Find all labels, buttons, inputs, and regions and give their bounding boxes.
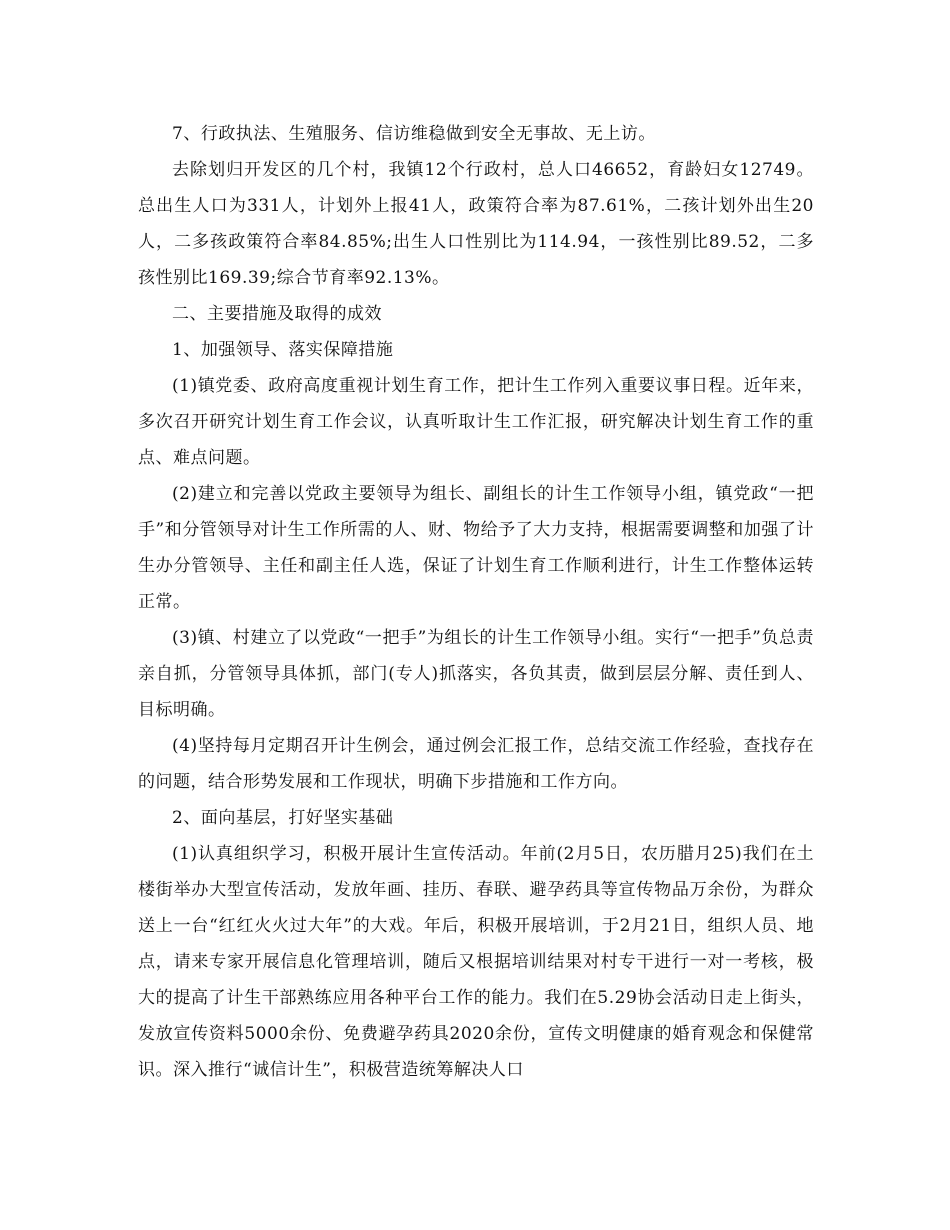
paragraph-leadership-1: (1)镇党委、政府高度重视计划生育工作，把计生工作列入重要议事日程。近年来，多次召开研究计划生育工作会议，认真听取计生工作汇报，研究解决计划生育工作的重点、难点问题。	[138, 376, 814, 468]
subsection-heading-grassroots: 2、面向基层，打好坚实基础	[172, 808, 394, 828]
paragraph-leadership-2: (2)建立和完善以党政主要领导为组长、副组长的计生工作领导小组，镇党政“一把手”和分管领导对计生工作所需的人、财、物给予了大力支持，根据需要调整和加强了计生办分管领导、主任和副主任人选，保证了计划生育工作顺利进行，计生工作整体运转正常。	[138, 484, 814, 612]
section-heading-measures: 二、主要措施及取得的成效	[172, 304, 382, 324]
subsection-heading-leadership: 1、加强领导、落实保障措施	[172, 340, 394, 360]
paragraph-leadership-4: (4)坚持每月定期召开计生例会，通过例会汇报工作，总结交流工作经验，查找存在的问题，结合形势发展和工作现状，明确下步措施和工作方向。	[138, 736, 814, 792]
paragraph-leadership-3: (3)镇、村建立了以党政“一把手”为组长的计生工作领导小组。实行“一把手”负总责亲自抓，分管领导具体抓，部门(专人)抓落实，各负其责，做到层层分解、责任到人、目标明确。	[138, 628, 814, 720]
paragraph-grassroots-1: (1)认真组织学习，积极开展计生宣传活动。年前(2月5日，农历腊月25)我们在土楼街举办大型宣传活动，发放年画、挂历、春联、避孕药具等宣传物品万余份，为群众送上一台“红红火火过大年”的大戏。年后，积极开展培训，于2月21日，组织人员、地点，请来专家开展信息化管理培训，随后又根据培训结果对村专干进行一对一考核，极大的提高了计生干部熟练应用各种平台工作的能力。我们在5.29协会活动日走上街头，发放宣传资料5000余份、免费避孕药具2020余份，宣传文明健康的婚育观念和保健常识。深入推行“诚信计生”，积极营造统筹解决人口	[138, 844, 814, 1080]
document-body	[138, 116, 814, 1088]
paragraph-population-stats: 去除划归开发区的几个村，我镇12个行政村，总人口46652，育龄妇女12749。总出生人口为331人，计划外上报41人，政策符合率为87.61%，二孩计划外出生20人，二多孩政策符合率84.85%;出生人口性别比为114.94，一孩性别比89.52，二多孩性别比169.39;综合节育率92.13%。	[138, 160, 814, 288]
paragraph-item-7: 7、行政执法、生殖服务、信访维稳做到安全无事故、无上访。	[172, 124, 656, 144]
